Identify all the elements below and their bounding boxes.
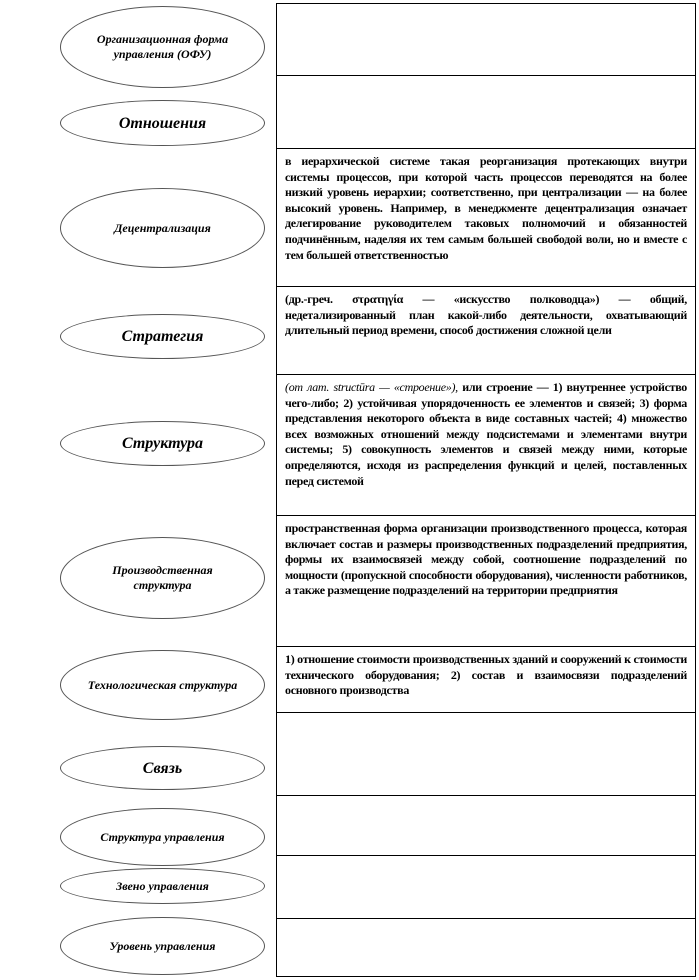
term-label: Связь [142,759,183,777]
term-label: Технологическая структура [87,677,238,692]
term-ellipse [60,650,265,720]
definition-cell[interactable] [277,4,695,76]
term-label: Децентрализация [114,220,211,235]
term-label: Уровень управления [109,938,216,953]
term-ellipse [60,421,265,466]
term-ellipse [60,6,265,88]
definition-cell[interactable] [277,713,695,796]
definition-cell[interactable] [277,796,695,856]
term-label: Структура управления [100,829,225,844]
term-ellipse [60,100,265,146]
definition-cell[interactable]: пространственная форма организации производственного процесса, которая включает состав и размеры производственных подразделений предприятия, формы их взаимосвязей между собой, соотношение подразделений по мощности (пропускной способности оборудования), численности работников, а также размещение подразделений на территории предприятия [277,516,695,647]
term-label: Организационная форма управления (ОФУ) [96,32,229,61]
definition-cell[interactable] [277,375,695,516]
term-ellipse [60,917,265,975]
definition-cell[interactable]: 1) отношение стоимости производственных зданий и сооружений к стоимости технического оборудования; 2) состав и взаимосвязи подразделений основного производства [277,647,695,713]
etymology: (от лат. structūra — «строение»), [285,380,458,394]
term-ellipse [60,537,265,619]
term-label: Стратегия [121,328,204,345]
term-label: Звено управления [116,878,209,893]
definition-cell[interactable] [277,919,695,976]
definition-text: или строение — 1) внутреннее устройство чего-либо; 2) устойчивая упорядоченность ее элементов и связей; 3) форма представления некоторого объекта в виде составных частей; 4) множество всех возможных отношений между подсистемами и элементами внутри системы; 5) совокупность элементов и связей между ними, которые определяются, исходя из распределения функций и целей, поставленных перед системой [285,380,687,488]
definition-cell[interactable]: (др.-греч. στρατηγία — «искусство полководца») — общий, недетализированный план какой-либо деятельности, охватывающий длительный период времени, способ достижения сложной цели [277,287,695,375]
definitions-table [276,3,696,977]
term-ellipse [60,314,265,359]
term-label: Структура [121,435,204,452]
definition-cell[interactable]: в иерархической системе такая реорганизация протекающих внутри системы процессов, при которой часть процессов переводятся на более низкий уровень иерархии; соответственно, при централизации — на более высокий уровень. Например, в менеджменте децентрализация означает делегирование руководителем таковых полномочий и обязанностей подчинённым, наделяя их тем самым большей свободой воли, но и вместе с тем большей ответственностью [277,149,695,287]
term-label: Отношения [118,114,207,132]
term-ellipse [60,868,265,904]
definition-cell[interactable] [277,76,695,149]
term-ellipse [60,746,265,790]
term-ellipse [60,808,265,866]
term-ellipse [60,188,265,268]
term-label: Производственная структура [112,563,213,592]
definition-cell[interactable] [277,856,695,919]
